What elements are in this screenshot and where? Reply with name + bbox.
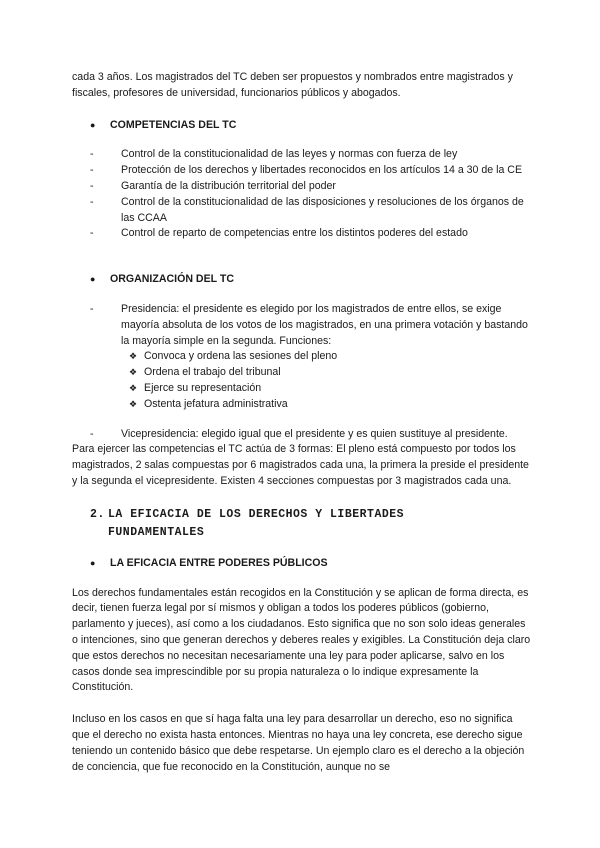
- list-item: - Control de la constitucionalidad de las leyes y normas con fuerza de ley: [90, 148, 458, 161]
- organizacion-list: [90, 302, 532, 349]
- formas-paragraph: Para ejercer las competencias el TC actúa de 3 formas: El pleno está compuesto por todos los magistrados, 2 salas compuestas por 6 magistrados cada una, la primera la preside el presidente y la segunda el vicepresidente. Existen 4 secciones compuestas por 3 magistrados cada una.: [72, 443, 529, 487]
- body-paragraph: Los derechos fundamentales están recogidos en la Constitución y se aplican de forma directa, es decir, tienen fuerza legal por sí mismos y obligan a todos los poderes públicos (gobierno, parlamento y jueces), así como a los ciudadanos. Esto significa que no son solo ideas generales o intenciones, sino que generan derechos y deberes reales y exigibles. La Constitución deja claro que estos derechos no necesitan necesariamente una ley para poder aplicarse, salvo en los casos donde sea imprescindible por su propia naturaleza o lo indique expresamente la Constitución.: [72, 586, 531, 694]
- competencias-heading: ● COMPETENCIAS DEL TC: [90, 118, 532, 134]
- competencias-list: [90, 147, 532, 242]
- list-item: - Garantía de la distribución territorial del poder: [90, 179, 336, 192]
- list-item: ❖ Ejerce su representación: [129, 381, 532, 397]
- diamond-bullet-icon: ❖: [129, 351, 138, 362]
- intro-paragraph: cada 3 años. Los magistrados del TC deben ser propuestos y nombrados entre magistrados y fiscales, profesores de universidad, funcionarios públicos y abogados.: [72, 71, 513, 99]
- organizacion-heading: ● ORGANIZACIÓN DEL TC: [90, 272, 532, 288]
- diamond-bullet-icon: ❖: [129, 367, 138, 378]
- eficacia-heading: ● LA EFICACIA ENTRE PODERES PÚBLICOS: [90, 556, 532, 572]
- body-paragraph: Incluso en los casos en que sí haga falta una ley para desarrollar un derecho, eso no significa que el derecho no exista hasta entonces. Mientras no haya una ley concreta, ese derecho sigue teniendo un contenido básico que debe respetarse. Un ejemplo claro es el derecho a la objeción de conciencia, que fue reconocido en la Constitución, aunque no se: [72, 713, 525, 773]
- list-item-vicepresidencia: - Vicepresidencia: elegido igual que el presidente y es quien sustituye al presidente.: [90, 427, 508, 440]
- list-item: ❖ Ostenta jefatura administrativa: [129, 397, 532, 413]
- diamond-bullet-icon: ❖: [129, 398, 138, 409]
- list-item: - Control de la constitucionalidad de las disposiciones y resoluciones de los órganos de las CCAA: [90, 195, 524, 224]
- list-item: ❖ Convoca y ordena las sesiones del pleno: [129, 349, 532, 365]
- list-item: ❖ Ordena el trabajo del tribunal: [129, 365, 532, 381]
- vicepresidencia-list: [90, 427, 532, 443]
- list-item-presidencia: - Presidencia: el presidente es elegido por los magistrados de entre ellos, se exige mayoría absoluta de los votos de los magistrados, en una primera votación y bastando la mayoría simple en la segunda. Funciones:: [90, 302, 528, 347]
- bullet-icon: ●: [90, 119, 96, 130]
- list-item: - Control de reparto de competencias entre los distintos poderes del estado: [90, 227, 468, 240]
- funciones-list: [129, 349, 532, 412]
- diamond-bullet-icon: ❖: [129, 382, 138, 393]
- bullet-icon: ●: [90, 274, 96, 285]
- bullet-icon: ●: [90, 557, 96, 568]
- list-item: - Protección de los derechos y libertades reconocidos en los artículos 14 a 30 de la CE: [90, 164, 523, 177]
- document-page: [72, 70, 532, 775]
- section-heading: 2. LA EFICACIA DE LOS DERECHOS Y LIBERTADES FUNDAMENTALES: [90, 507, 405, 539]
